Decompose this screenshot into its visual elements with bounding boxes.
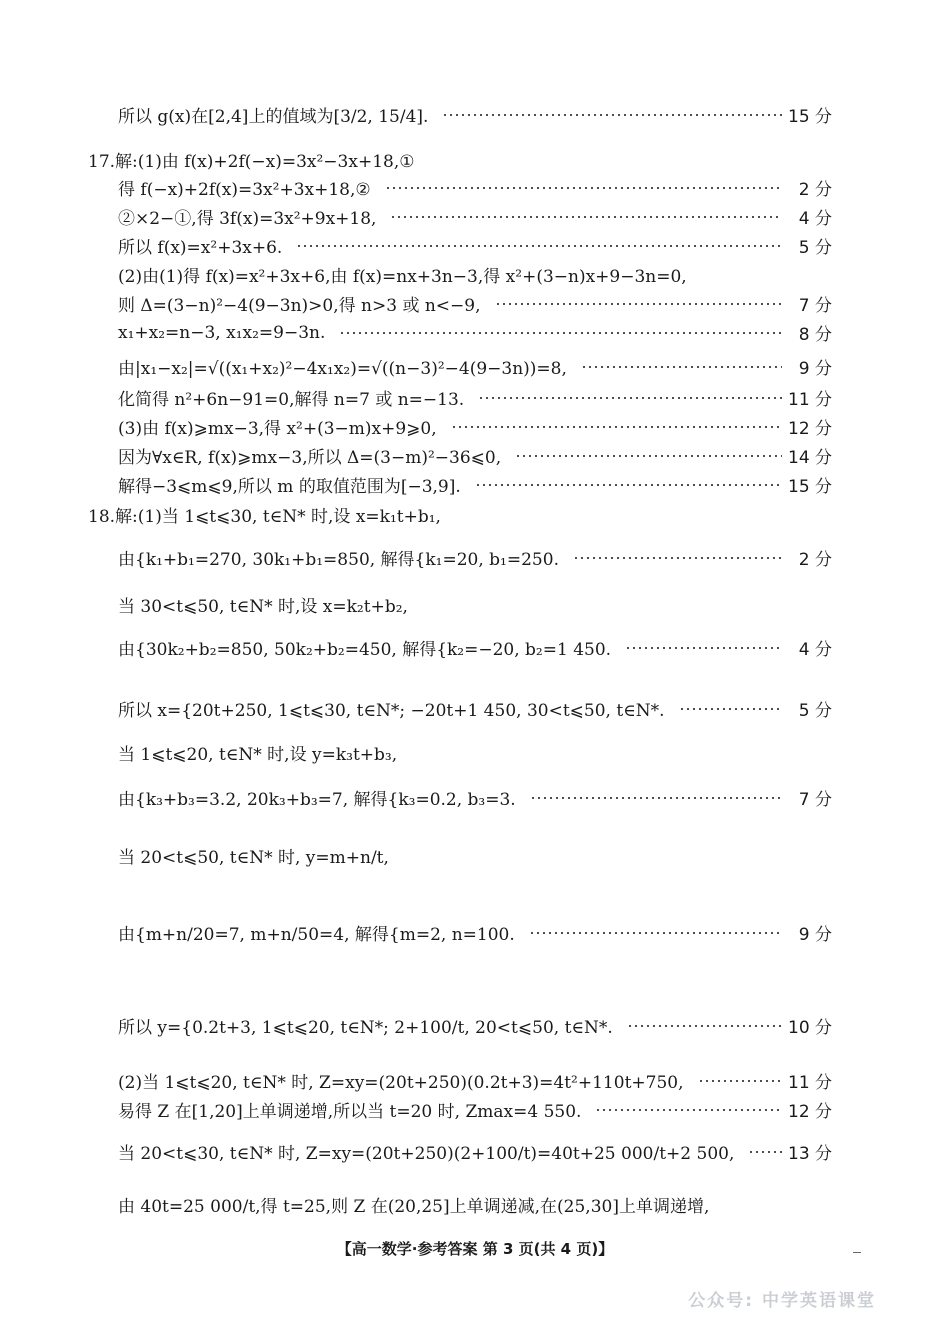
score: 7 分 (798, 790, 832, 810)
q17-simplify (118, 385, 832, 410)
line-text: (2)由(1)得 f(x)=x²+3x+6,由 f(x)=nx+3n−3,得 x²+(3−n)x+9−3n=0, (118, 267, 687, 287)
line-text: 得 f(−x)+2f(x)=3x²+3x+18,② (118, 180, 371, 200)
line-text: 易得 Z 在[1,20]上单调递增,所以当 t=20 时, Zmax=4 550. (118, 1102, 582, 1122)
score: 13 分 (788, 1144, 833, 1164)
line-text: 18.解:(1)当 1⩽t⩽30, t∈N* 时,设 x=k₁t+b₁, (88, 507, 441, 527)
score: 15 分 (788, 107, 833, 127)
score: 5 分 (798, 701, 832, 721)
q18-monotone (118, 1192, 832, 1217)
line-text: 由{m+n/20=7, m+n/50=4, 解得{m=2, n=100. (118, 925, 515, 945)
line-text: (2)当 1⩽t⩽20, t∈N* 时, Z=xy=(20t+250)(0.2t+3)=4t²+110t+750, (118, 1073, 684, 1093)
score: 11 分 (788, 1073, 833, 1093)
score: 10 分 (788, 1018, 833, 1038)
q18-max1 (118, 1097, 832, 1122)
line-text: 则 Δ=(3−n)²−4(9−3n)>0,得 n>3 或 n<−9, (118, 296, 481, 316)
q17-vieta (118, 320, 832, 345)
line-text: 由{k₃+b₃=3.2, 20k₃+b₃=7, 解得{k₃=0.2, b₃=3. (118, 790, 516, 810)
leader-dots (581, 366, 782, 368)
score: 4 分 (798, 640, 832, 660)
leader-dots (475, 484, 782, 486)
line-text: 所以 f(x)=x²+3x+6. (118, 238, 283, 258)
line-text: (3)由 f(x)⩾mx−3,得 x²+(3−m)x+9⩾0, (118, 419, 437, 439)
leader-dots (442, 114, 782, 116)
score: 9 分 (798, 359, 832, 379)
leader-dots (530, 797, 782, 799)
line-text: 所以 y={0.2t+3, 1⩽t⩽20, t∈N*; 2+100/t, 20<t⩽50, t∈N*. (118, 1018, 613, 1038)
line-text: 化简得 n²+6n−91=0,解得 n=7 或 n=−13. (118, 390, 465, 410)
leader-dots (595, 1109, 782, 1111)
leader-dots (627, 1025, 782, 1027)
line-text: 当 20<t⩽50, t∈N* 时, y=m+n/t, (118, 848, 389, 868)
q16-range-line (118, 102, 832, 127)
line-text: 所以 x={20t+250, 1⩽t⩽30, t∈N*; −20t+1 450, 30<t⩽50, t∈N*. (118, 701, 665, 721)
score: 11 分 (788, 390, 833, 410)
line-text: 当 1⩽t⩽20, t∈N* 时,设 y=k₃t+b₃, (118, 745, 398, 765)
q18-sys3 (118, 785, 832, 810)
leader-dots (748, 1151, 782, 1153)
leader-dots (679, 708, 782, 710)
line-text: ②×2−①,得 3f(x)=3x²+9x+18, (118, 209, 377, 229)
leader-dots (385, 187, 782, 189)
score: 12 分 (788, 1102, 833, 1122)
leader-dots (625, 647, 782, 649)
score: 7 分 (798, 296, 832, 316)
leader-dots (573, 557, 782, 559)
leader-dots (296, 245, 782, 247)
line-text: 由|x₁−x₂|=√((x₁+x₂)²−4x₁x₂)=√((n−3)²−4(9−3n))=8, (118, 359, 567, 379)
page-footer: 【高一数学·参考答案 第 3 页(共 4 页)】 (336, 1240, 614, 1258)
q18-x-piecewise (118, 696, 832, 721)
leader-dots (515, 455, 782, 457)
leader-dots (451, 426, 782, 428)
line-text: 由 40t=25 000/t,得 t=25,则 Z 在(20,25]上单调递减,在(25,30]上单调递增, (118, 1197, 710, 1217)
q17-combine (118, 204, 832, 229)
line-text: 所以 g(x)在[2,4]上的值域为[3/2, 15/4]. (118, 107, 429, 127)
q18-y-piecewise (118, 1013, 832, 1038)
q17-forall (118, 443, 832, 468)
score: 14 分 (788, 448, 833, 468)
q18-case4 (118, 843, 832, 868)
q18-case5 (118, 1139, 832, 1164)
q17-result1 (118, 233, 832, 258)
line-text: 由{30k₂+b₂=850, 50k₂+b₂=450, 解得{k₂=−20, b₂=1 450. (118, 640, 612, 660)
line-text: 解得−3⩽m⩽9,所以 m 的取值范围为[−3,9]. (118, 477, 461, 497)
line-text: 因为∀x∈R, f(x)⩾mx−3,所以 Δ=(3−m)²−36⩽0, (118, 448, 502, 468)
q18-sys1 (118, 545, 832, 570)
q17-eq2 (118, 175, 832, 200)
score: 8 分 (798, 325, 832, 345)
score: 12 分 (788, 419, 833, 439)
leader-dots (698, 1080, 783, 1082)
q18-case3 (118, 740, 832, 765)
score: 15 分 (788, 477, 833, 497)
line-text: 由{k₁+b₁=270, 30k₁+b₁=850, 解得{k₁=20, b₁=250. (118, 550, 559, 570)
q18-start (88, 502, 832, 527)
score: 9 分 (798, 925, 832, 945)
q17-answer (118, 472, 832, 497)
line-text: x₁+x₂=n−3, x₁x₂=9−3n. (118, 322, 326, 343)
line-text: 17.解:(1)由 f(x)+2f(−x)=3x²−3x+18,① (88, 152, 415, 172)
leader-dots (478, 397, 782, 399)
q18-sys4 (118, 920, 832, 945)
q17-part3 (118, 414, 832, 439)
q18-sys2 (118, 635, 832, 660)
line-text: 当 30<t⩽50, t∈N* 时,设 x=k₂t+b₂, (118, 597, 408, 617)
q17-start (88, 147, 832, 172)
q17-delta (118, 291, 832, 316)
leader-dots (495, 303, 782, 305)
q18-part2 (118, 1068, 832, 1093)
leader-dots (529, 932, 782, 934)
score: 2 分 (798, 180, 832, 200)
leader-dots (339, 332, 782, 334)
watermark: 公众号: 中学英语课堂 (688, 1291, 876, 1311)
leader-dots (390, 216, 782, 218)
q17-abs (118, 354, 832, 379)
score: 5 分 (798, 238, 832, 258)
q18-case2 (118, 592, 832, 617)
footer-mark (853, 1252, 861, 1253)
line-text: 当 20<t⩽30, t∈N* 时, Z=xy=(20t+250)(2+100/t)=40t+25 000/t+2 500, (118, 1144, 735, 1164)
q17-part2 (118, 262, 832, 287)
score: 4 分 (798, 209, 832, 229)
score: 2 分 (798, 550, 832, 570)
